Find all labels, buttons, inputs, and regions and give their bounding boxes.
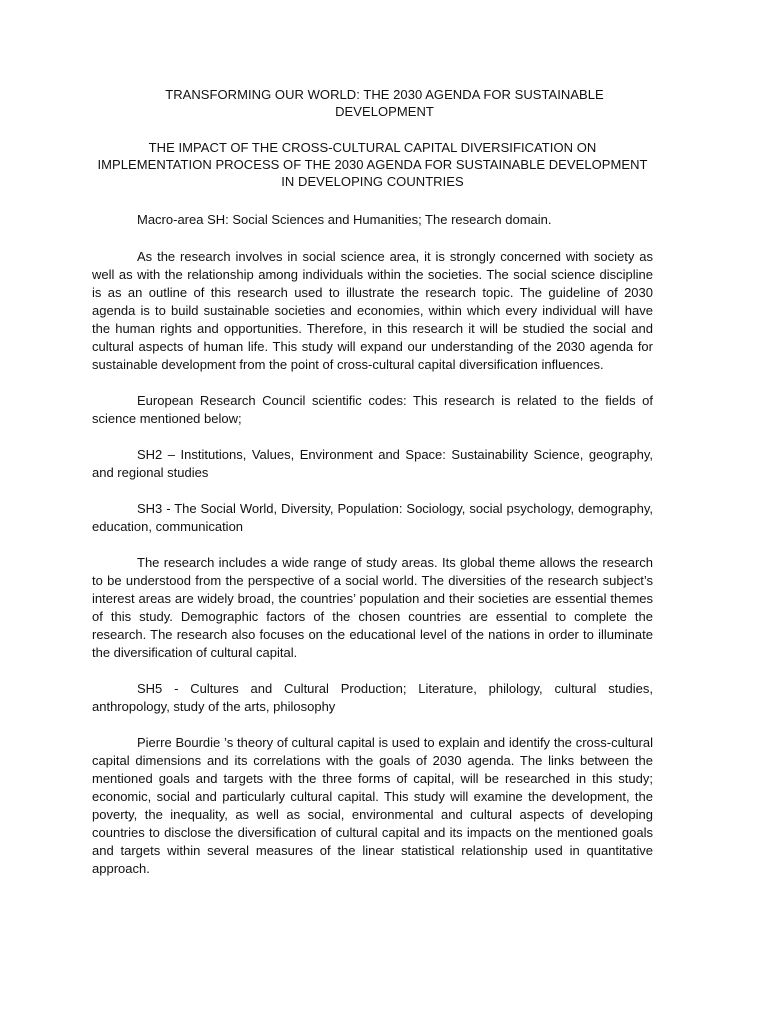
paragraph-macro-area: Macro-area SH: Social Sciences and Humanities; The research domain. [137, 212, 552, 227]
paragraph-sh2: SH2 – Institutions, Values, Environment and Space: Sustainability Science, geography, and regional studies [92, 447, 653, 480]
document-title: TRANSFORMING OUR WORLD: THE 2030 AGENDA FOR SUSTAINABLE DEVELOPMENT [165, 87, 604, 119]
document-subtitle: THE IMPACT OF THE CROSS-CULTURAL CAPITAL DIVERSIFICATION ON IMPLEMENTATION PROCESS OF THE 2030 AGENDA FOR SUSTAINABLE DEVELOPMENT IN DEVELOPING COUNTRIES [97, 140, 648, 189]
paragraph-research-overview: As the research involves in social science area, it is strongly concerned with society as well as with the relationship among individuals within the societies. The social science discipline is as an outline of this research used to illustrate the research topic. The guideline of 2030 agenda is to build sustainable societies and economies, within which every individual will have the human rights and opportunities. Therefore, in this research it will be studied the social and cultural aspects of human life. This study will expand our understanding of the 2030 agenda for sustainable development from the point of cross-cultural capital diversification influences. [92, 249, 653, 372]
paragraph-sh3: SH3 - The Social World, Diversity, Population: Sociology, social psychology, demography, education, communication [92, 501, 653, 534]
paragraph-erc-codes: European Research Council scientific codes: This research is related to the fields of science mentioned below; [92, 393, 653, 426]
paragraph-cultural-capital: Pierre Bourdie ’s theory of cultural capital is used to explain and identify the cross-cultural capital dimensions and its correlations with the goals of 2030 agenda. The links between the mentioned goals and targets with the three forms of capital, will be researched in this study; economic, social and particularly cultural capital. This study will examine the development, the poverty, the inequality, as well as social, environmental and cultural aspects of developing countries to disclose the diversification of cultural capital and its impacts on the mentioned goals and targets within several measures of the linear statistical relationship used in quantitative approach. [92, 735, 653, 876]
paragraph-study-areas: The research includes a wide range of study areas. Its global theme allows the research to be understood from the perspective of a social world. The diversities of the research subject’s interest areas are widely broad, the countries’ population and their societies are essential themes of this study. Demographic factors of the chosen countries are essential to complete the research. The research also focuses on the educational level of the nations in order to illuminate the diversification of cultural capital. [92, 555, 653, 660]
paragraph-sh5: SH5 - Cultures and Cultural Production; Literature, philology, cultural studies, anthropology, study of the arts, philosophy [92, 681, 653, 714]
